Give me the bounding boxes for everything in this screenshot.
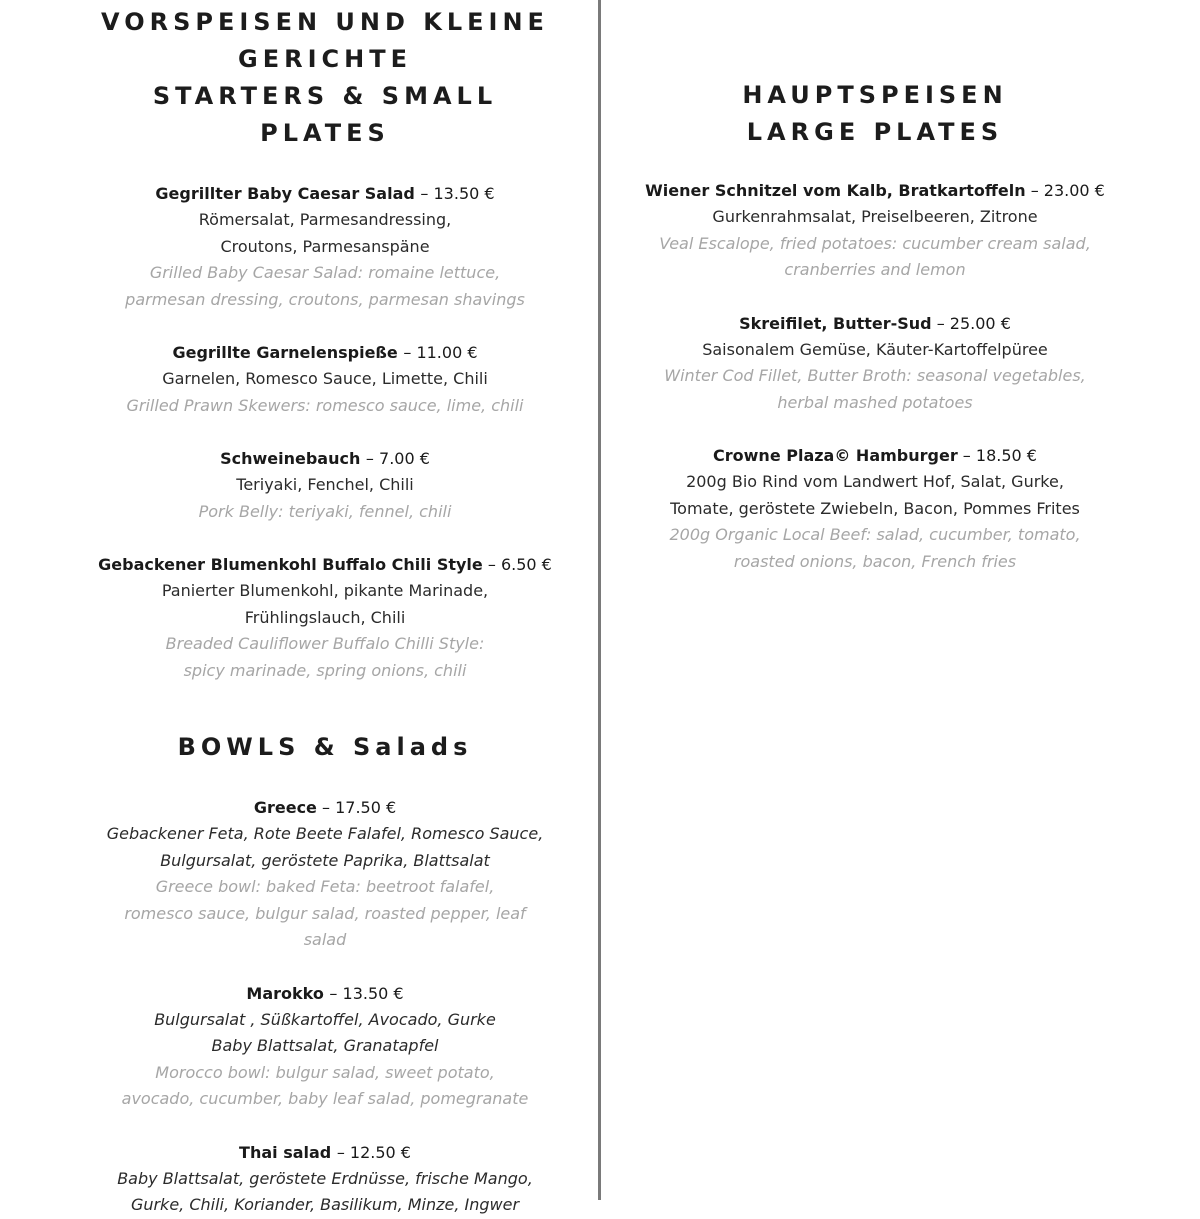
item-name: Skreifilet, Butter-Sud: [739, 313, 932, 333]
item-price: – 13.50 €: [329, 983, 404, 1003]
item-description-en: herbal mashed potatoes: [777, 392, 973, 412]
item-description-en: Winter Cod Fillet, Butter Broth: seasonal vegetables,: [664, 366, 1086, 385]
item-description-en: Breaded Cauliflower Buffalo Chilli Style:: [165, 634, 485, 653]
item-description-en: Pork Belly: teriyaki, fennel, chili: [198, 501, 452, 521]
item-name: Gebackener Blumenkohl Buffalo Chili Style: [98, 555, 483, 574]
item-description-en: Morocco bowl: bulgur salad, sweet potato,: [155, 1062, 495, 1082]
item-title: [600, 442, 1150, 469]
item-price: – 11.00 €: [403, 343, 478, 362]
menu-item-prawn-skewers: [0, 339, 650, 419]
item-title: [0, 794, 650, 821]
item-description-de: Croutons, Parmesanspäne: [220, 236, 430, 256]
item-description-de: 200g Bio Rind vom Landwert Hof, Salat, Gurke,: [686, 472, 1064, 491]
item-description-de: Gurke, Chili, Koriander, Basilikum, Minze, Ingwer: [130, 1195, 520, 1214]
item-name: Schweinebauch: [220, 449, 366, 468]
item-description-de: Teriyaki, Fenchel, Chili: [236, 475, 414, 494]
item-name: Marokko: [246, 983, 330, 1003]
item-description-de: Baby Blattsalat, geröstete Erdnüsse, frische Mango,: [117, 1168, 533, 1188]
item-title: [0, 339, 650, 366]
item-description-de: Gebackener Feta, Rote Beete Falafel, Romesco Sauce,: [106, 824, 544, 843]
menu-item-skreifilet: [600, 310, 1150, 417]
item-description-en: Grilled Prawn Skewers: romesco sauce, lime, chili: [126, 395, 524, 415]
item-description-en: salad: [303, 930, 347, 949]
item-price: – 13.50 €: [420, 184, 495, 203]
item-description-de: Bulgursalat, geröstete Paprika, Blattsalat: [160, 850, 490, 870]
item-name: Wiener Schnitzel vom Kalb, Bratkartoffeln: [645, 181, 1026, 200]
item-title: [0, 445, 650, 472]
menu-item-pork-belly: [0, 445, 650, 525]
item-title: [0, 980, 650, 1007]
item-price: – 7.00 €: [365, 449, 430, 468]
menu-item-cauliflower: [0, 551, 650, 684]
item-title: [600, 177, 1150, 204]
item-description-en: Veal Escalope, fried potatoes: cucumber cream salad,: [659, 233, 1091, 253]
item-description-de: Baby Blattsalat, Granatapfel: [211, 1036, 439, 1055]
item-price: – 6.50 €: [482, 555, 552, 574]
item-price: – 23.00 €: [1025, 181, 1105, 200]
menu-item-greece-bowl: [0, 794, 650, 954]
starters-heading: [0, 4, 650, 152]
menu-item-hamburger: [600, 442, 1150, 575]
item-title: [0, 1139, 650, 1166]
right-column: [600, 0, 1150, 575]
item-description-de: Römersalat, Parmesandressing,: [198, 210, 452, 229]
item-description-en: roasted onions, bacon, French fries: [733, 551, 1017, 571]
item-price: – 25.00 €: [931, 313, 1011, 333]
item-title: [600, 310, 1150, 337]
item-title: [0, 180, 650, 207]
mains-heading: [600, 77, 1150, 151]
heading-line: HAUPTSPEISEN: [742, 81, 1008, 109]
item-description-en: 200g Organic Local Beef: salad, cucumber, tomato,: [669, 525, 1081, 544]
item-description-en: avocado, cucumber, baby leaf salad, pomegranate: [121, 1089, 529, 1108]
menu-item-marokko-bowl: [0, 980, 650, 1113]
item-description-de: Garnelen, Romesco Sauce, Limette, Chili: [162, 369, 488, 388]
item-description-de: Bulgursalat , Süßkartoffel, Avocado, Gurke: [154, 1009, 496, 1029]
item-description-en: romesco sauce, bulgur salad, roasted pepper, leaf: [124, 903, 526, 923]
item-price: – 12.50 €: [336, 1142, 411, 1162]
item-description-en: spicy marinade, spring onions, chili: [183, 660, 467, 680]
item-description-de: Saisonalem Gemüse, Käuter-Kartoffelpüree: [702, 339, 1048, 359]
item-description-de: Frühlingslauch, Chili: [244, 607, 406, 627]
item-name: Gegrillter Baby Caesar Salad: [155, 184, 421, 203]
item-title: [0, 551, 650, 578]
item-name: Thai salad: [239, 1142, 337, 1162]
menu-item-caesar-salad: [0, 180, 650, 313]
menu-item-thai-salad: [0, 1139, 650, 1219]
heading-line: GERICHTE: [238, 45, 412, 73]
item-description-en: parmesan dressing, croutons, parmesan shavings: [125, 289, 525, 309]
menu-item-wiener-schnitzel: [600, 177, 1150, 284]
item-name: Gegrillte Garnelenspieße: [172, 343, 404, 362]
item-name: Greece: [253, 798, 317, 817]
heading-line: STARTERS & SMALL: [152, 82, 498, 110]
heading-line: PLATES: [260, 119, 390, 147]
heading-line: VORSPEISEN UND KLEINE: [101, 8, 549, 36]
item-name: Crowne Plaza© Hamburger: [713, 446, 958, 465]
item-description-de: Gurkenrahmsalat, Preiselbeeren, Zitrone: [712, 207, 1038, 226]
item-description-en: cranberries and lemon: [784, 260, 966, 279]
item-price: – 17.50 €: [316, 798, 397, 817]
heading-line: LARGE PLATES: [746, 118, 1004, 146]
item-description-en: Grilled Baby Caesar Salad: romaine lettuce,: [149, 263, 501, 282]
item-description-en: Greece bowl: baked Feta: beetroot falafel,: [155, 877, 495, 896]
item-description-de: Panierter Blumenkohl, pikante Marinade,: [161, 581, 489, 600]
item-price: – 18.50 €: [957, 446, 1037, 465]
item-description-de: Tomate, geröstete Zwiebeln, Bacon, Pommes Frites: [670, 498, 1080, 518]
bowls-heading: BOWLS & Salads: [177, 733, 473, 761]
